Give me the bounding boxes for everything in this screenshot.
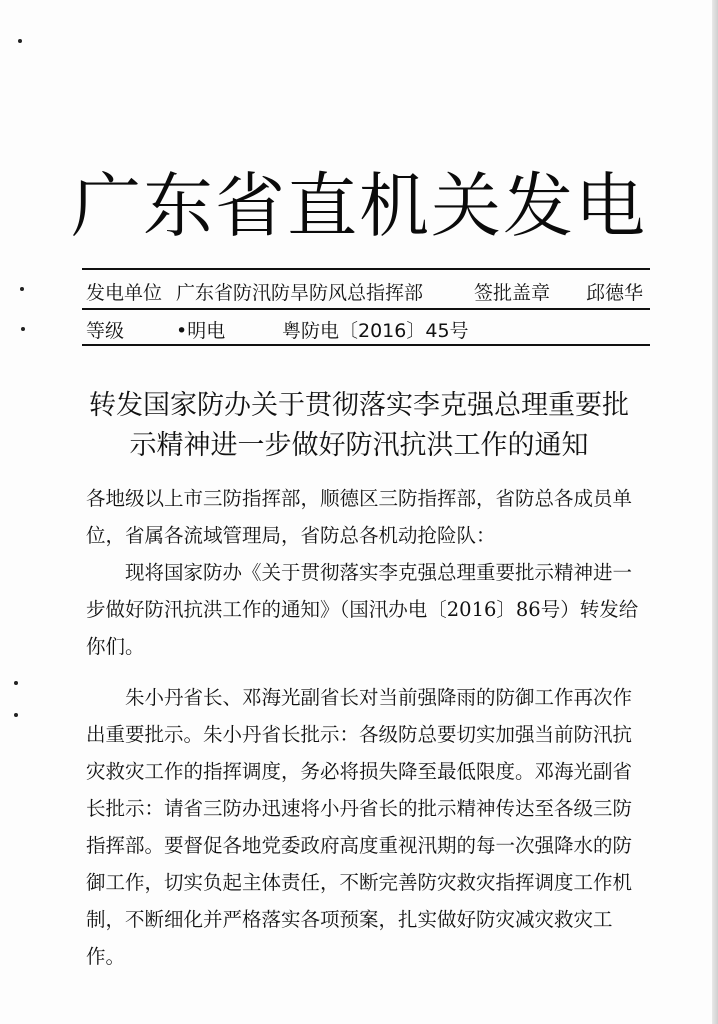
paragraph-forward: 现将国家防办《关于贯彻落实李克强总理重要批示精神进一步做好防汛抗洪工作的通知》（国汛办电〔2016〕86号）转发给你们。 (86, 561, 639, 658)
document-header-title: 广东省直机关发电 (71, 165, 647, 247)
scan-mark (14, 681, 18, 685)
scan-mark (14, 713, 18, 717)
level-label: 等级 (86, 320, 125, 342)
sign-value: 邱德华 (586, 282, 644, 304)
document-number: 粤防电〔2016〕45号 (282, 320, 469, 342)
document-body (86, 480, 646, 975)
header-divider-bottom (82, 344, 650, 346)
sign-label: 签批盖章 (474, 282, 551, 304)
header-divider-top (82, 268, 650, 270)
document-headline (70, 386, 648, 466)
info-row-sender (86, 278, 646, 308)
info-row-level (86, 316, 646, 346)
sender-label: 发电单位 (86, 282, 163, 304)
headline-line-2: 示精神进一步做好防汛抗洪工作的通知 (129, 430, 589, 461)
headline-line-1: 转发国家防办关于贯彻落实李克强总理重要批 (89, 390, 629, 421)
scan-mark (18, 39, 22, 43)
recipients: 各地级以上市三防指挥部，顺德区三防指挥部，省防总各成员单位，省属各流域管理局，省防总各机动抢险队： (86, 487, 633, 547)
sender-value: 广东省防汛防旱防风总指挥部 (176, 282, 424, 304)
scan-mark (21, 327, 25, 331)
paragraph-instructions: 朱小丹省长、邓海光副省长对当前强降雨的防御工作再次作出重要批示。朱小丹省长批示：各级防总要切实加强当前防汛抗灾救灾工作的指挥调度，务必将损失降至最低限度。邓海光副省长批示：请省三防办迅速将小丹省长的批示精神传达至各级三防指挥部。要督促各地党委政府高度重视汛期的每一次强降水的防御工作，切实负起主体责任，不断完善防灾救灾指挥调度工作机制，不断细化并严格落实各项预案，扎实做好防灾减灾救灾工作。 (86, 686, 633, 968)
scan-mark (20, 287, 24, 291)
header-divider-middle (82, 308, 650, 310)
level-value: •明电 (176, 320, 226, 342)
